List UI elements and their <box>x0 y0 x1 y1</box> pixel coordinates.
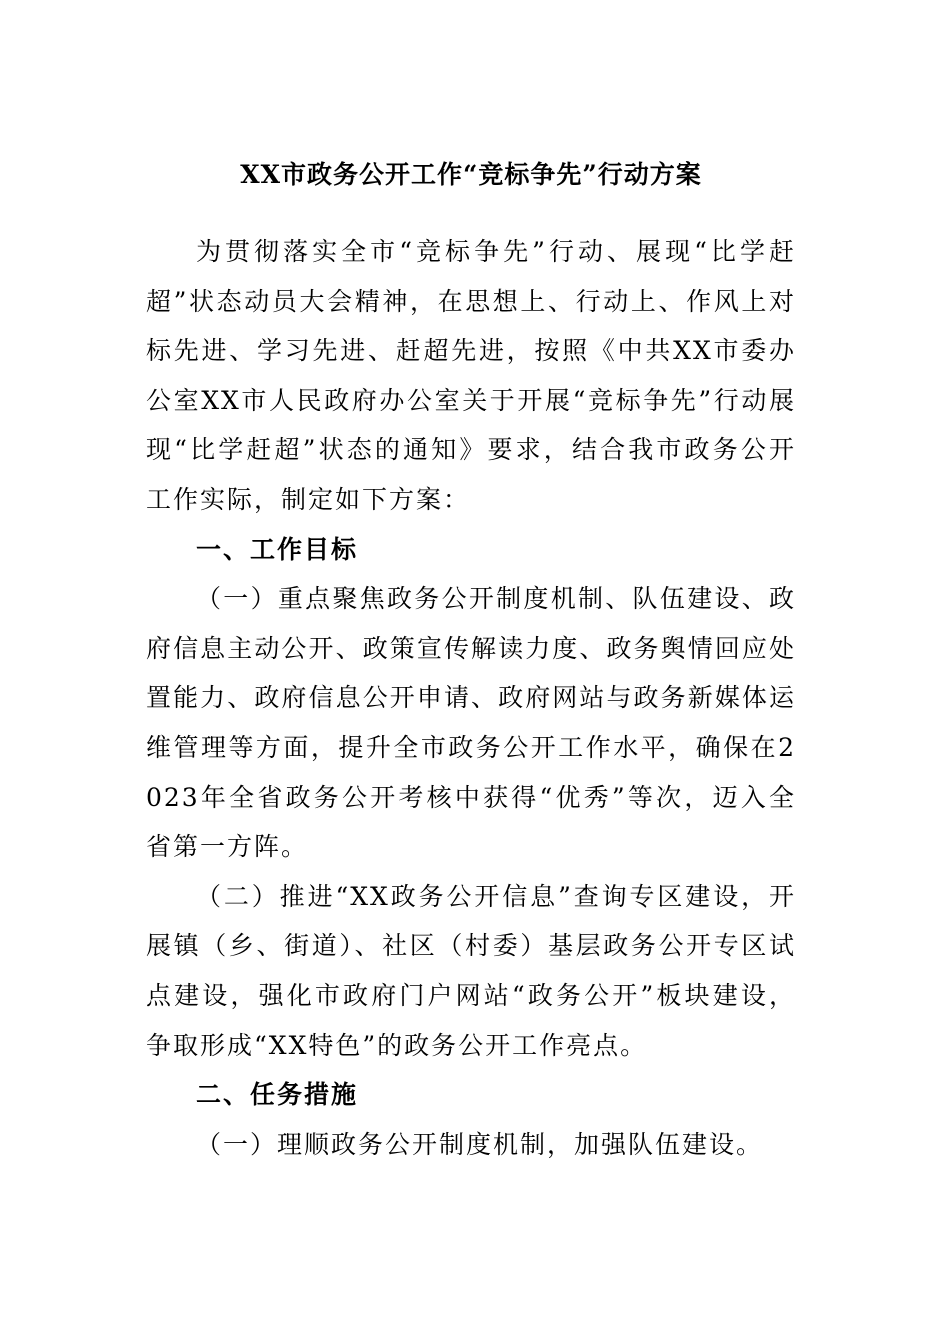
measure-item-1: （一）理顺政务公开制度机制，加强队伍建设。 <box>196 1129 764 1159</box>
goal-item-2: （二）推进“XX政务公开信息”查询专区建设，开展镇（乡、街道）、社区（村委）基层政务公开专区试点建设，强化市政府门户网站“政务公开”板块建设，争取形成“XX特色”的政务公开工作亮点。 <box>146 881 796 1060</box>
section-heading-measures: 二、任务措施 <box>196 1080 359 1110</box>
document-title: XX市政务公开工作“竞标争先”行动方案 <box>240 160 702 189</box>
goal-item-1: （一）重点聚焦政务公开制度机制、队伍建设、政府信息主动公开、政策宣传解读力度、政务舆情回应处置能力、政府信息公开申请、政府网站与政务新媒体运维管理等方面，提升全市政务公开工作水平，确保在2023年全省政务公开考核中获得“优秀”等次，迈入全省第一方阵。 <box>146 584 796 862</box>
section-heading-goals: 一、工作目标 <box>196 534 359 564</box>
intro-paragraph: 为贯彻落实全市“竞标争先”行动、展现“比学赶超”状态动员大会精神，在思想上、行动上、作风上对标先进、学习先进、赶超先进，按照《中共XX市委办公室XX市人民政府办公室关于开展“竞标争先”行动展现“比学赶超”状态的通知》要求，结合我市政务公开工作实际，制定如下方案： <box>146 237 796 514</box>
document-page <box>146 150 796 1169</box>
